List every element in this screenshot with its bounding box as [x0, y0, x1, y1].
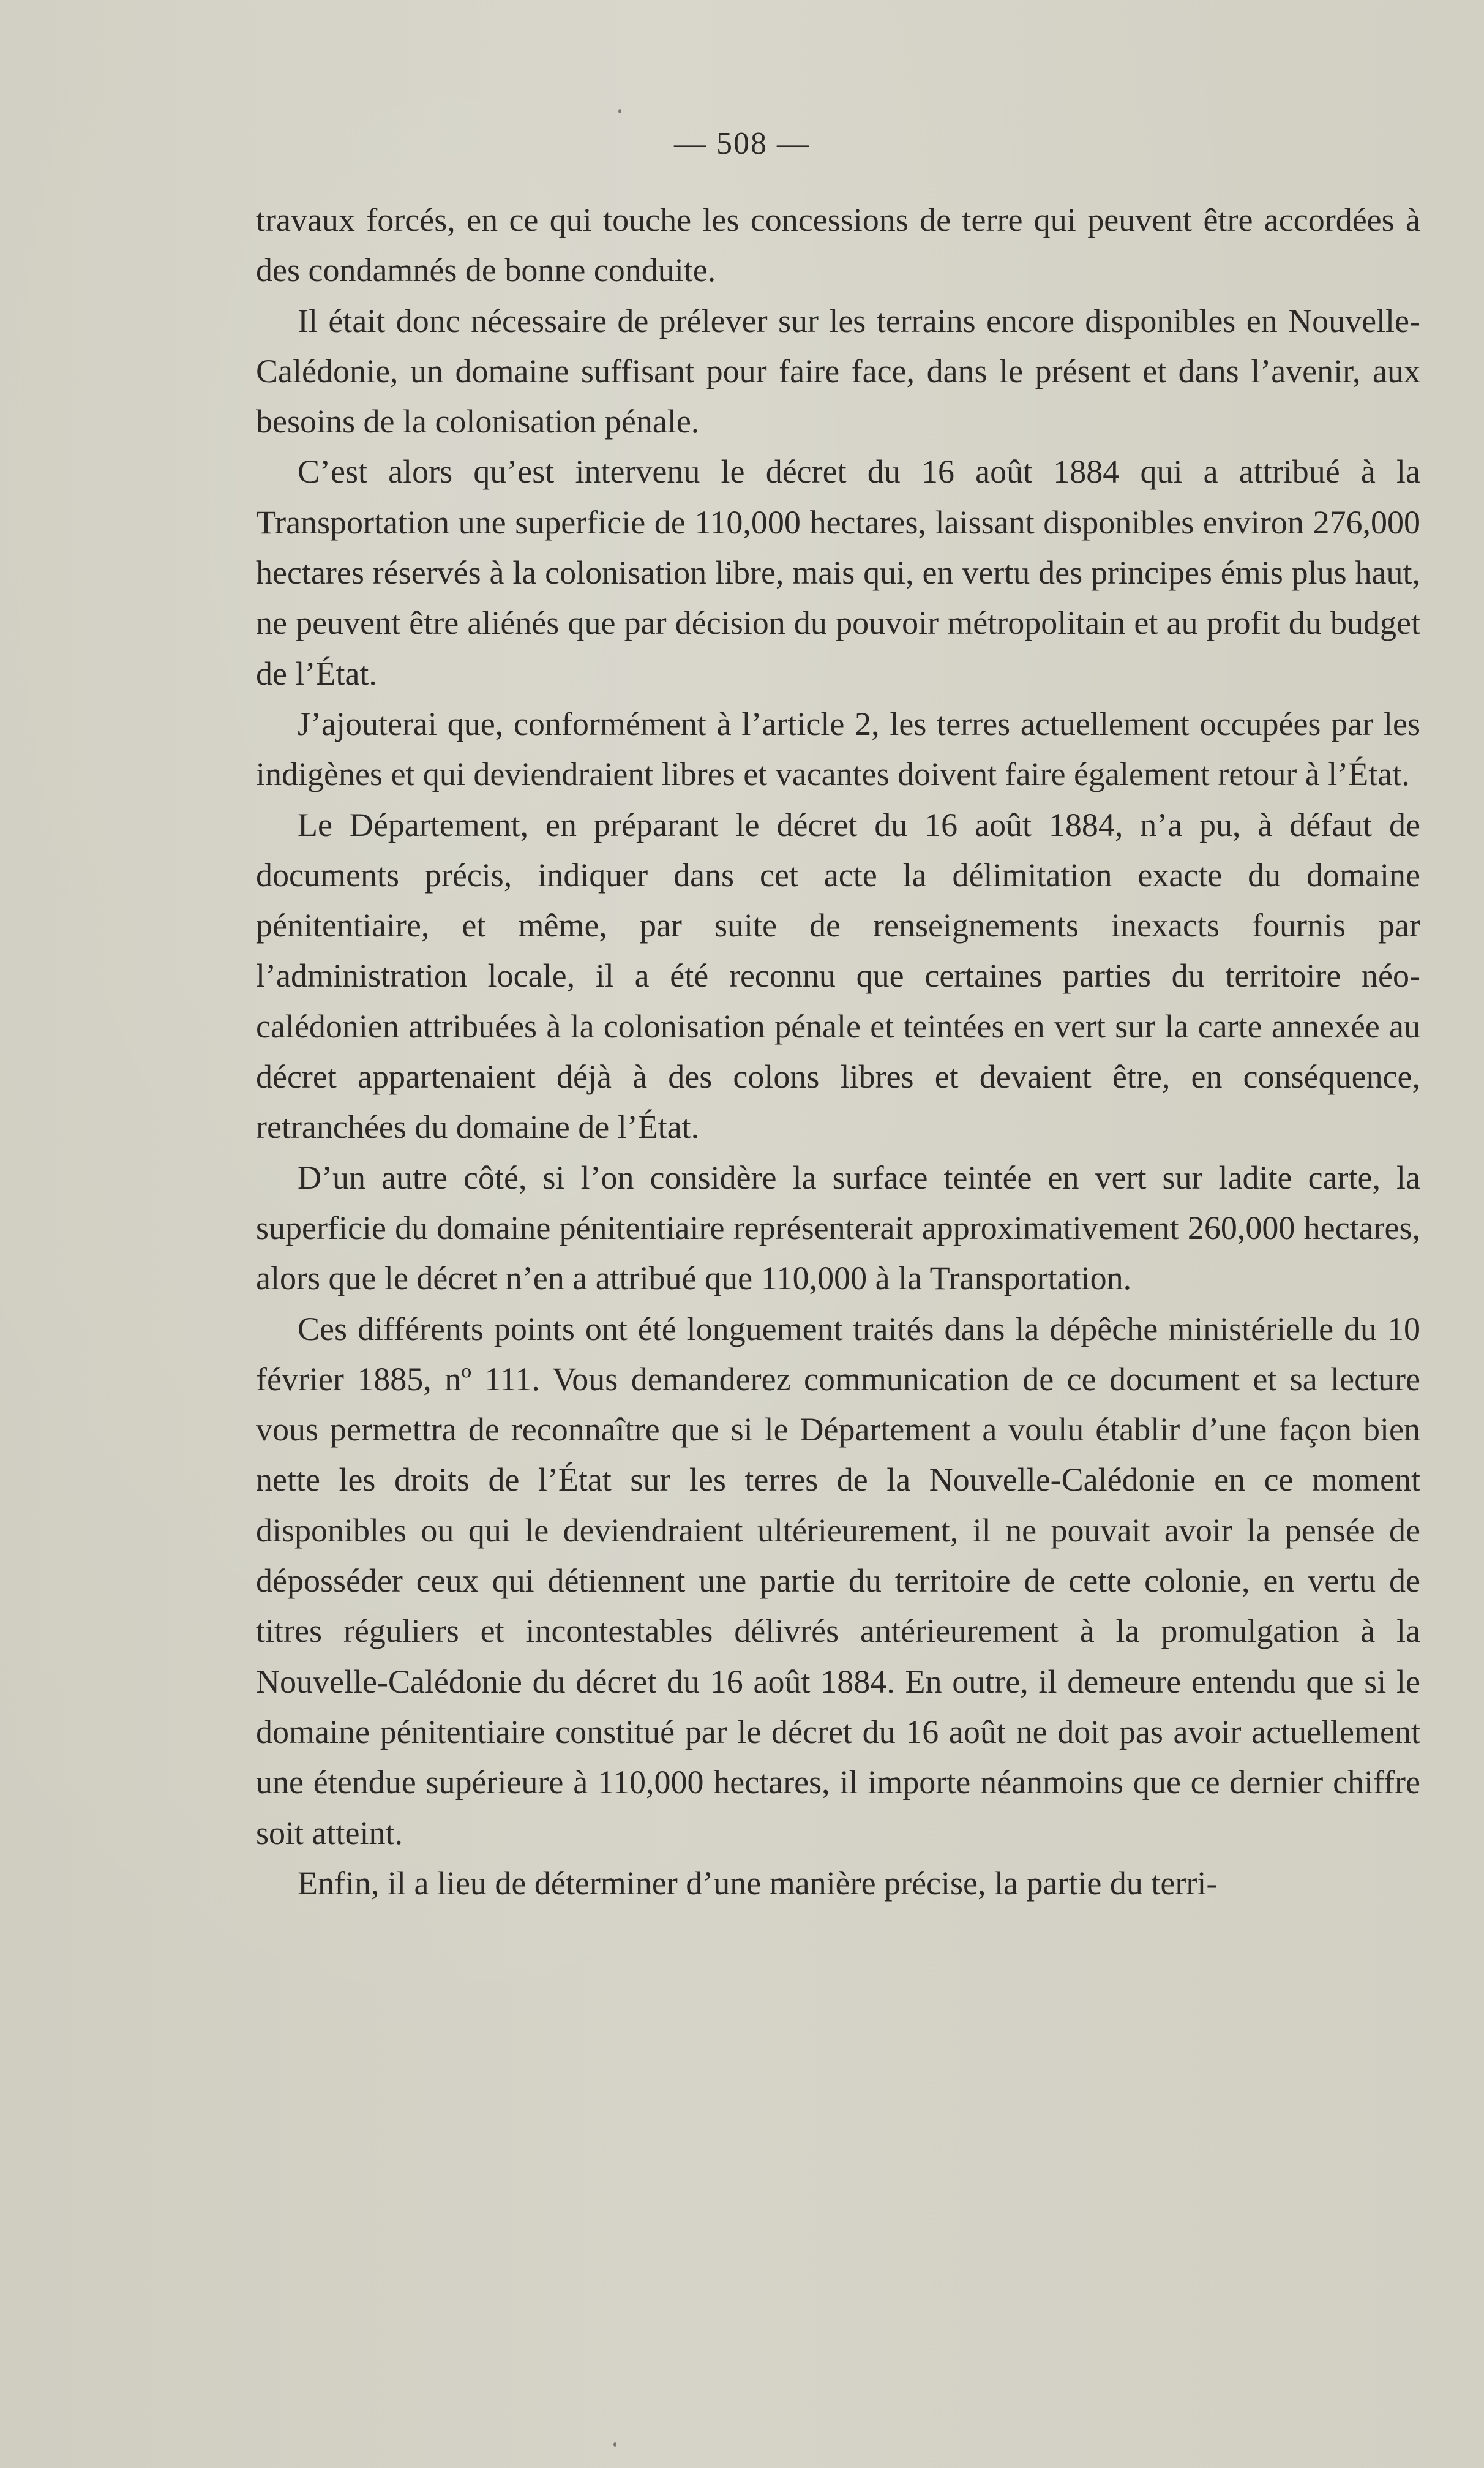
paragraph: Le Département, en préparant le décret du 16 août 1884, n’a pu, à défaut de documents précis, indiquer dans cet acte la délimitation exacte du domaine pénitentiaire, et même, par suite de renseignements inexacts fournis par l’administration locale, il a été reconnu que certaines parties du territoire néo-calédonien attribuées à la colonisation pénale et teintées en vert sur la carte annexée au décret appartenaient déjà à des colons libres et devaient être, en conséquence, retranchées du domaine de l’État. — [256, 806, 1420, 1146]
paper-speck — [613, 2442, 616, 2447]
paragraph: travaux forcés, en ce qui touche les concessions de terre qui peuvent être accordées à des condamnés de bonne conduite. — [256, 201, 1420, 289]
paragraph: Il était donc nécessaire de prélever sur les terrains encore disponibles en Nouvelle-Calédonie, un domaine suffisant pour faire face, dans le présent et dans l’avenir, aux besoins de la colonisation pénale. — [256, 302, 1420, 440]
paragraph: C’est alors qu’est intervenu le décret du 16 août 1884 qui a attribué à la Transportation une superficie de 110,000 hectares, laissant disponibles environ 276,000 hectares réservés à la colonisation libre, mais qui, en vertu des principes émis plus haut, ne peuvent être aliénés que par décision du pouvoir métropolitain et au profit du budget de l’État. — [256, 453, 1420, 692]
paper-speck — [618, 109, 621, 113]
paragraph: D’un autre côté, si l’on considère la surface teintée en vert sur ladite carte, la superficie du domaine pénitentiaire représenterait approximativement 260,000 hectares, alors que le décret n’en a attribué que 110,000 à la Transportation. — [256, 1159, 1420, 1297]
body-text — [256, 195, 1420, 1908]
page-number: — 508 — — [674, 126, 810, 161]
paragraph: Enfin, il a lieu de déterminer d’une manière précise, la partie du terri- — [298, 1864, 1218, 1902]
paragraph: J’ajouterai que, conformément à l’article 2, les terres actuellement occupées par les indigènes et qui deviendraient libres et vacantes doivent faire également retour à l’État. — [256, 705, 1420, 793]
paragraph: Ces différents points ont été longuement traités dans la dépêche ministérielle du 10 février 1885, nº 111. Vous demanderez communication de ce document et sa lecture vous permettra de reconnaître que si le Département a voulu établir d’une façon bien nette les droits de l’État sur les terres de la Nouvelle-Calédonie en ce moment disponibles ou qui le deviendraient ultérieurement, il ne pouvait avoir la pensée de déposséder ceux qui détiennent une partie du territoire de cette colonie, en vertu de titres réguliers et incontestables délivrés antérieurement à la promulgation à la Nouvelle-Calédonie du décret du 16 août 1884. En outre, il demeure entendu que si le domaine pénitentiaire constitué par le décret du 16 août ne doit pas avoir actuellement une étendue supérieure à 110,000 hectares, il importe néanmoins que ce dernier chiffre soit atteint. — [256, 1310, 1420, 1851]
